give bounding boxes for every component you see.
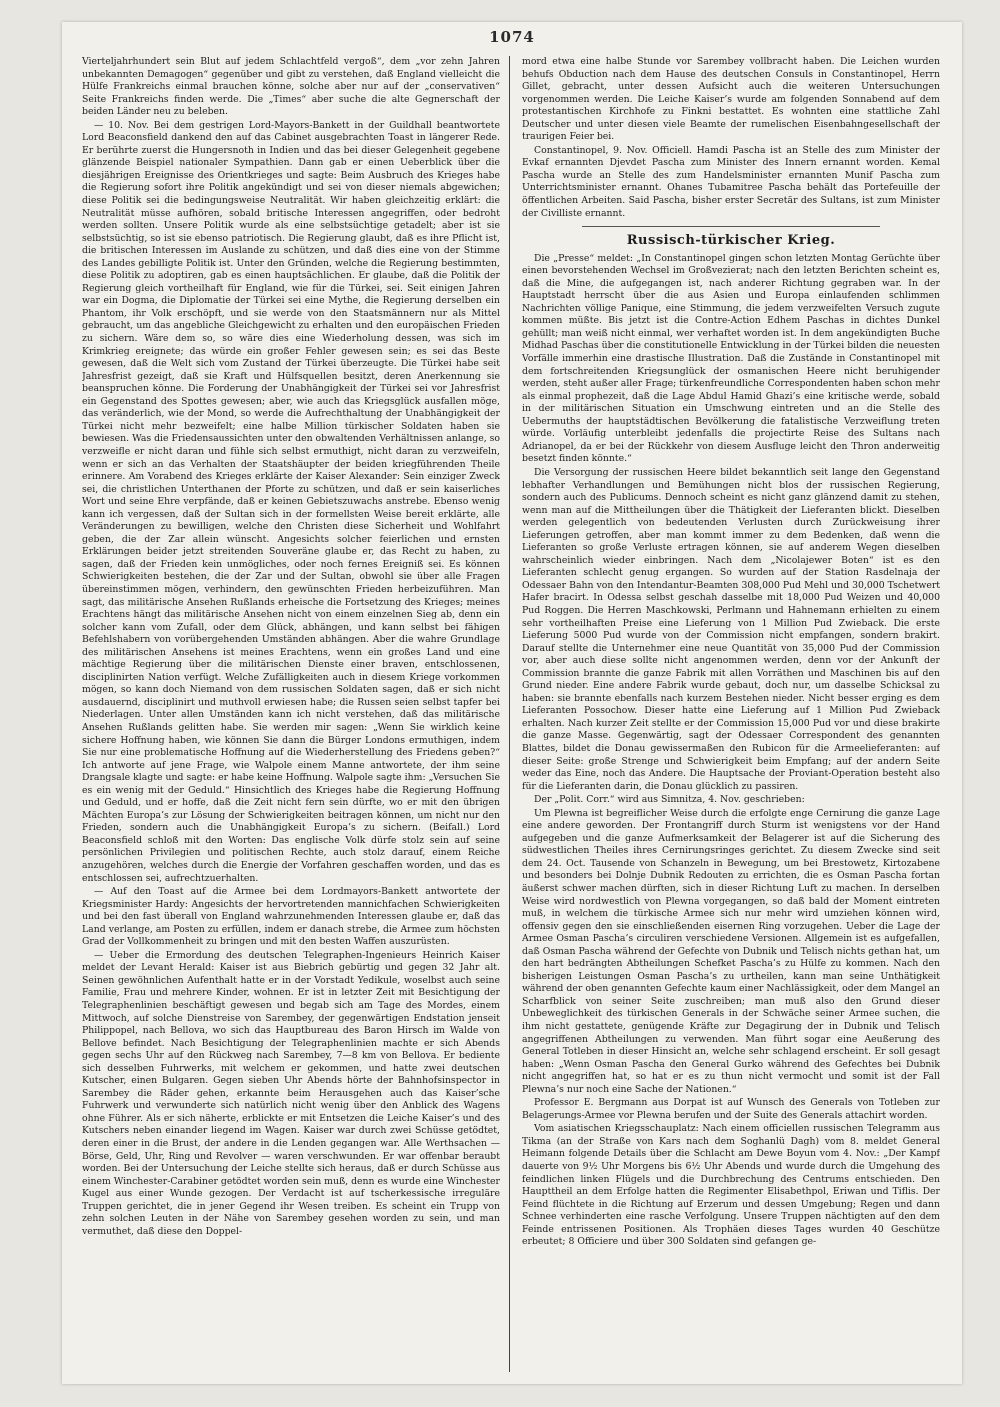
article-paragraph: Um Plewna ist begreiflicher Weise durch die erfolgte enge Cernirung die ganze Lage eine andere geworden. Der Frontangriff durch Sturm ist wenigstens vor der Hand aufgegeben und die ganze Aufmerksamkeit der Belagerer ist auf die Sicherung des südwestlichen Theiles ihres Cernirungsringes gerichtet. Zu diesem Zwecke sind seit dem 24. Oct. Tausende von Schanzeln in Bewegung, um bei Brestowetz, Kirtozabene und besonders bei Dolnje Dubnik Redouten zu errichten, die es Osman Pascha fortan äußerst schwer machen dürften, sich in dieser Richtung Luft zu machen. In derselben Weise wird nordwestlich von Plewna vorgegangen, so daß bald der Moment eintreten muß, in welchem die türkische Armee sich nur mehr wird umziehen können wird, offensiv gegen den sie einschließenden eisernen Ring vorzugehen. Ueber die Lage der Armee Osman Pascha’s circuliren verschiedene Versionen. Allgemein ist es aufgefallen, daß Osman Pascha während der Gefechte von Dubnik und Telisch nichts gethan hat, um den hart bedrängten Abtheilungen Schefket Pascha’s zu Hülfe zu kommen. Nach den bisherigen Leistungen Osman Pascha’s zu urtheilen, kann man seine Unthätigkeit während der oben genannten Gefechte kaum einer Nachlässigkeit, oder dem Mangel an Scharfblick von seiner Seite zuschreiben; man muß also den Grund dieser Unbeweglichkeit des türkischen Generals in der Schwäche seiner Armee suchen, die ihm nicht gestattete, genügende Kräfte zur Degagirung der in Dubnik und Telisch angegriffenen Abtheilungen zu verwenden. Man führt sogar eine Aeußerung des General Totleben in dieser Hinsicht an, welche sehr schlagend erscheint. Er soll gesagt haben: „Wenn Osman Pascha den General Gurko während des Gefechtes bei Dubnik nicht angegriffen hat, so hat er es zu thun nicht vermocht und somit ist der Fall Plewna’s nur noch eine Sache der Nationen.“	[522, 807, 940, 1095]
newspaper-page	[62, 22, 962, 1384]
column-divider	[509, 56, 510, 1372]
article-paragraph: Die „Presse“ meldet: „In Constantinopel gingen schon letzten Montag Gerüchte über einen bevorstehenden Wechsel im Großvezierat; nach den letzten Berichten scheint es, daß die Mine, die aufgegangen ist, nach anderer Richtung gegraben war. In der Hauptstadt herrscht über die aus Asien und Europa einlaufenden schlimmen Nachrichten völlige Panique, eine Stimmung, die jedem verzweifelten Versuch zugute kommen müßte. Bis jetzt ist die Contre-Action Edhem Paschas in dichtes Dunkel gehüllt; man weiß nicht einmal, wer verhaftet worden ist. In dem angekündigten Buche Midhad Paschas über die constitutionelle Entwicklung in der Türkei bilden die neuesten Vorfälle immerhin eine drastische Illustration. Daß die Zustände in Constantinopel mit dem fortschreitenden Kriegsunglück der osmanischen Heere nicht beruhigender werden, steht außer aller Frage; türkenfreundliche Correspondenten haben schon mehr als einmal prophezeit, daß die Lage Abdul Hamid Ghazi’s eine kritische werde, sobald in der militärischen Situation ein Umschwung eintreten und an die Stelle des Uebermuths der hauptstädtischen Bevölkerung die fatalistische Verzweiflung treten würde. Vorläufig unterbleibt jedenfalls die projectirte Reise des Sultans nach Adrianopel, da er bei der Rückkehr von diesem Ausfluge leicht den Thron anderweitig besetzt finden könnte.“	[522, 252, 940, 465]
article-paragraph: mord etwa eine halbe Stunde vor Sarembey vollbracht haben. Die Leichen wurden behufs Obduction nach dem Hause des deutschen Consuls in Constantinopel, Herrn Gillet, gebracht, unter dessen Aufsicht auch die weiteren Untersuchungen vorgenommen werden. Die Leiche Kaiser’s wurde am folgenden Sonnabend auf dem protestantischen Kirchhofe zu Finkni bestattet. Es wohnten eine stattliche Zahl Deutscher und unter diesen viele Beamte der rumelischen Eisenbahngesellschaft der traurigen Feier bei.	[522, 56, 940, 143]
article-paragraph: — Ueber die Ermordung des deutschen Telegraphen-Ingenieurs Heinrich Kaiser meldet der Levant Herald: Kaiser ist aus Biebrich gebürtig und gegen 32 Jahr alt. Seinen gewöhnlichen Aufenthalt hatte er in der Vorstadt Yedikule, woselbst auch seine Familie, Frau und mehrere Kinder, wohnen. Er ist in letzter Zeit mit Besichtigung der Telegraphenlinien beschäftigt gewesen und begab sich am Tage des Mordes, einem Mittwoch, auf solche Dienstreise von Sarembey, der gegenwärtigen Endstation jenseit Philippopel, nach Bellova, wo sich das Hauptbureau des Baron Hirsch im Walde von Bellove befindet. Nach Besichtigung der Telegraphenlinien machte er sich Abends gegen sechs Uhr auf den Rückweg nach Sarembey, 7—8 km von Bellova. Er bediente sich desselben Fuhrwerks, mit welchem er gekommen, und hatte zwei deutschen Kutscher, einen Bulgaren. Gegen sieben Uhr Abends hörte der Bahnhofsinspector in Sarembey die Räder gehen, erkannte beim Herausgehen auch das Kaiser’sche Fuhrwerk und verwunderte sich natürlich nicht wenig über den Anblick des Wagens ohne Führer. Als er sich näherte, erblickte er mit Entsetzen die Leiche Kaiser’s und des Kutschers neben einander liegend im Wagen. Kaiser war durch zwei Schüsse getödtet, deren einer in die Brust, der andere in die Lenden gegangen war. Alle Werthsachen — Börse, Geld, Uhr, Ring und Revolver — waren verschwunden. Er war offenbar beraubt worden. Bei der Untersuchung der Leiche stellte sich heraus, daß er durch Schüsse aus einem Winchester-Carabiner getödtet worden sein muß, denn es wurde eine Winchester Kugel aus einer Wunde gezogen. Der Verdacht ist auf tscherkessische irreguläre Truppen gerichtet, die in jener Gegend ihr Wesen treiben. Es scheint ein Trupp von zehn solchen Leuten in der Nähe von Sarembey gesehen worden zu sein, und man vermuthet, daß diese den Doppel-	[82, 949, 500, 1237]
article-paragraph: Constantinopel, 9. Nov. Officiell. Hamdi Pascha ist an Stelle des zum Minister der Evkaf ernannten Djevdet Pascha zum Minister des Innern ernannt worden. Kemal Pascha wurde an Stelle des zum Handelsminister ernannten Munif Pascha zum Unterrichtsminister ernannt. Ohanes Tubamitree Pascha behält das Portefeuille der öffentlichen Arbeiten. Said Pascha, bisher erster Secretär des Sultans, ist zum Minister der Civilliste ernannt.	[522, 144, 940, 219]
article-paragraph: Der „Polit. Corr.“ wird aus Simnitza, 4. Nov. geschrieben:	[534, 794, 805, 806]
heading-rule	[582, 226, 880, 227]
page-number: 1074	[489, 28, 535, 46]
section-heading: Russisch-türkischer Krieg.	[626, 233, 836, 249]
article-paragraph: Professor E. Bergmann aus Dorpat ist auf Wunsch des Generals von Totleben zur Belagerungs-Armee vor Plewna berufen und der Suite des Generals attachirt worden.	[522, 1097, 940, 1121]
article-paragraph: Vom asiatischen Kriegsschauplatz: Nach einem officiellen russischen Telegramm aus Tikma (an der Straße von Kars nach dem Soghanlü Dagh) vom 8. meldet General Heimann folgende Details über die Schlacht am Dewe Boyun vom 4. Nov.: „Der Kampf dauerte von 9½ Uhr Morgens bis 6½ Uhr Abends und wurde durch die Umgehung des feindlichen linken Flügels und die Durchbrechung des Centrums entschieden. Den Haupttheil an dem Erfolge hatten die Regimenter Elisabethpol, Eriwan und Tiflis. Der Feind flüchtete in die Richtung auf Erzerum und dessen Umgebung; Regen und dann Schnee verhinderten eine rasche Verfolgung. Unsere Truppen nächtigten auf den dem Feinde entrissenen Positionen. Als Trophäen dieses Tages wurden 40 Geschütze erbeutet; 8 Officiere und über 300 Soldaten sind gefangen ge-	[522, 1123, 940, 1248]
article-paragraph: Vierteljahrhundert sein Blut auf jedem Schlachtfeld vergoß“, dem „vor zehn Jahren unbekannten Demagogen“ gegenüber und gibt zu verstehen, daß England vielleicht die Hülfe Frankreichs einmal brauchen könne, solche aber nur auf der „conservativen“ Seite Frankreichs finden werde. Die „Times“ aber suche die alte Gegnerschaft der beiden Länder neu zu beleben.	[82, 56, 500, 118]
article-paragraph: — Auf den Toast auf die Armee bei dem Lordmayors-Bankett antwortete der Kriegsminister Hardy: Angesichts der hervortretenden mannichfachen Schwierigkeiten und bei den fast überall von England wahrzunehmenden Interessen glaube er, daß das Land verlange, am Posten zu erfüllen, indem er danach strebe, die Armee zum höchsten Grad der Vollkommenheit zu bringen und mit den besten Waffen auszurüsten.	[82, 886, 500, 948]
right-column	[522, 56, 940, 1374]
article-paragraph: Die Versorgung der russischen Heere bildet bekanntlich seit lange den Gegenstand lebhafter Verhandlungen und Bemühungen nicht blos der russischen Regierung, sondern auch des Publicums. Dennoch scheint es nicht ganz glänzend damit zu stehen, wenn man auf die Mittheilungen über die Thätigkeit der Lieferanten blickt. Dieselben werden gelegentlich von bedeutenden Verlusten durch Zurückweisung ihrer Lieferungen getroffen, aber man kommt immer zu dem Bedenken, daß wenn die Lieferanten so große Verluste ertragen können, sie auf anderem Wegen dieselben wahrscheinlich wieder einbringen. Nach dem „Nicolajewer Boten“ ist es den Lieferanten schlecht genug ergangen. So wurden auf der Station Rasdelnaja der Odessaer Bahn von den Intendantur-Beamten 308,000 Pud Mehl und 30,000 Tschetwert Hafer bracirt. In Odessa selbst geschah dasselbe mit 18,000 Pud Weizen und 40,000 Pud Roggen. Die Herren Maschkowski, Perlmann und Hahnemann erhielten zu einem sehr vortheilhaften Preise eine Lieferung von 1 Million Pud Zwieback. Die erste Lieferung 5000 Pud wurde von der Commission nicht empfangen, sondern brakirt. Darauf stellte die Unternehmer eine neue Quantität von 35,000 Pud der Commission vor, aber auch diese sollte nicht angenommen werden, denn vor der Ankunft der Commission brannte die ganze Fabrik mit allen Vorräthen und Maschinen bis auf den Grund nieder. Eine andere Fabrik wurde gebaut, doch nur, um dasselbe Schicksal zu haben: sie brannte ebenfalls nach kurzem Bestehen nieder. Nicht besser erging es dem Lieferanten Possochow. Dieser hatte eine Lieferung auf 1 Million Pud Zwieback erhalten. Nach kurzer Zeit stellte er der Commission 15,000 Pud vor und diese brakirte die ganze Masse. Gegenwärtig, sagt der Odessaer Correspondent des genannten Blattes, bildet die Donau gewissermaßen den Rubicon für die Armeelieferanten: auf dieser Seite: große Strenge und Schwierigkeit beim Empfang; auf der andern Seite weder das Eine, noch das Andere. Die Hauptsache der Proviant-Operation besteht also für die Lieferanten darin, die Donau glücklich zu passiren.	[522, 466, 940, 792]
article-paragraph: — 10. Nov. Bei dem gestrigen Lord-Mayors-Bankett in der Guildhall beantwortete Lord Beaconsfield dankend den auf das Cabinet ausgebrachten Toast in längerer Rede. Er berührte zuerst die Hungersnoth in Indien und das bei dieser Gelegenheit gegebene glänzende Beispiel nationaler Sympathien. Dann gab er einen Ueberblick über die diesjährigen Ereignisse des Orientkrieges und sagte: Beim Ausbruch des Krieges habe die Regierung sofort ihre Politik angekündigt und sei von dieser niemals abgewichen; diese Politik sei die bedingungsweise Neutralität. Wir haben gleichzeitig erklärt: die Neutralität müsse aufhören, sobald britische Interessen angegriffen, oder bedroht werden sollten. Unsere Politik wurde als eine selbstsüchtige getadelt; aber ist sie selbstsüchtig, so ist sie ebenso patriotisch. Die Regierung glaubt, daß es ihre Pflicht ist, die britischen Interessen im Auslande zu schützen, und daß dies eine von der Stimme des Landes gebilligte Politik ist. Unter den Gründen, welche die Regierung bestimmten, diese Politik zu adoptiren, gab es einen hauptsächlichen. Er glaube, daß die Politik der Regierung gleich vortheilhaft für England, wie für die Türkei, sei. Seit einigen Jahren war ein Dogma, die Diplomatie der Türkei sei eine Mythe, die Regierung derselben ein Phantom, ihr Volk erschöpft, und sie werde von den Staatsmännern nur als Mittel gebraucht, um das angebliche Gleichgewicht zu erhalten und den europäischen Frieden zu sichern. Wäre dem so, so wäre dies eine Wiederholung dessen, was sich im Krimkrieg ereignete; das würde ein großer Fehler gewesen sein; es sei das Beste gewesen, daß die Welt sich vom Zustand der Türkei überzeugte. Die Türkei habe seit Jahresfrist gezeigt, daß sie Kraft und Hülfsquellen besitzt, deren Anerkennung sie beanspruchen könne. Die Forderung der Unabhängigkeit der Türkei sei vor Jahresfrist ein Gegenstand des Spottes gewesen; aber, wie auch das Kriegsglück ausfallen möge, das veränderlich, wie der Mond, so werde die Aufrechthaltung der Unabhängigkeit der Türkei nicht mehr bezweifelt; eine halbe Million türkischer Soldaten haben sie bewiesen. Was die Friedensaussichten unter den obwaltenden Verhältnissen anlange, so verzweifle er nicht daran und fühle sich selbst ermuthigt, nicht daran zu verzweifeln, wenn er sich an das Verhalten der Staatshäupter der beiden kriegführenden Theile erinnere. Am Vorabend des Krieges erklärte der Kaiser Alexander: Sein einziger Zweck sei, die christlichen Unterthanen der Pforte zu schützen, und daß er sein kaiserliches Wort und seine Ehre verpfände, daß er keinen Gebietszuwachs anstrebe. Ebenso wenig kann ich vergessen, daß der Sultan sich in der formellsten Weise bereit erklärte, alle Veränderungen zu bewilligen, welche den Christen diese Sicherheit und Wohlfahrt geben, die der Zar allein wünscht. Angesichts solcher feierlichen und ernsten Erklärungen beider jetzt streitenden Souveräne glaube er, das Recht zu haben, zu sagen, daß der Frieden kein unmögliches, oder noch fernes Ereigniß sei. Es können Schwierigkeiten bestehen, die der Zar und der Sultan, obwohl sie über alle Fragen übereinstimmen mögen, verhindern, den gewünschten Frieden herbeizuführen. Man sagt, das militärische Ansehen Rußlands erheische die Fortsetzung des Krieges; meines Erachtens hängt das militärische Ansehen nicht von einem einzelnen Sieg ab, denn ein solcher kann vom Zufall, oder dem Glück, abhängen, und kann selbst bei fähigen Befehlshabern von vorübergehenden Umständen abhängen. Aber die wahre Grundlage des militärischen Ansehens ist meines Erachtens, wenn ein großes Land und eine mächtige Regierung über die militärischen Dienste einer braven, entschlossenen, disciplinirten Nation verfügt. Welche Zufälligkeiten auch in diesem Kriege vorkommen mögen, so kann doch Niemand von dem russischen Soldaten sagen, daß er sich nicht ausdauernd, disciplinirt und muthvoll erwiesen habe; die Russen seien selbst tapfer bei Niederlagen. Unter allen Umständen kann ich nicht verstehen, daß das militärische Ansehen Rußlands gelitten habe. Sie werden mir sagen: „Wenn Sie wirklich keine sichere Hoffnung haben, wie können Sie dann die Bürger Londons ermuthigen, indem Sie nur eine problematische Hoffnung auf die Wiederherstellung des Friedens geben?“ Ich antworte auf jene Frage, wie Walpole einem Manne antwortete, der ihm seine Drangsale klagte und sagte: er habe keine Hoffnung. Walpole sagte ihm: „Versuchen Sie es ein wenig mit der Geduld.“ Hinsichtlich des Krieges habe die Regierung Hoffnung und Geduld, und er hoffe, daß die Zeit nicht fern sein dürfte, wo er mit den übrigen Mächten Europa’s zur Lösung der Schwierigkeiten beitragen können, um nicht nur den Frieden, sondern auch die Unabhängigkeit Europa’s zu sichern. (Beifall.) Lord Beaconsfield schloß mit den Worten: Das englische Volk dürfe stolz sein auf seine persönlichen Privilegien und politischen Rechte, auch stolz darauf, einem Reiche anzugehören, welches durch die Energie der Vorfahren geschaffen worden, und das es entschlossen sei, aufrechtzuerhalten.	[82, 119, 500, 884]
left-column	[82, 56, 500, 1374]
